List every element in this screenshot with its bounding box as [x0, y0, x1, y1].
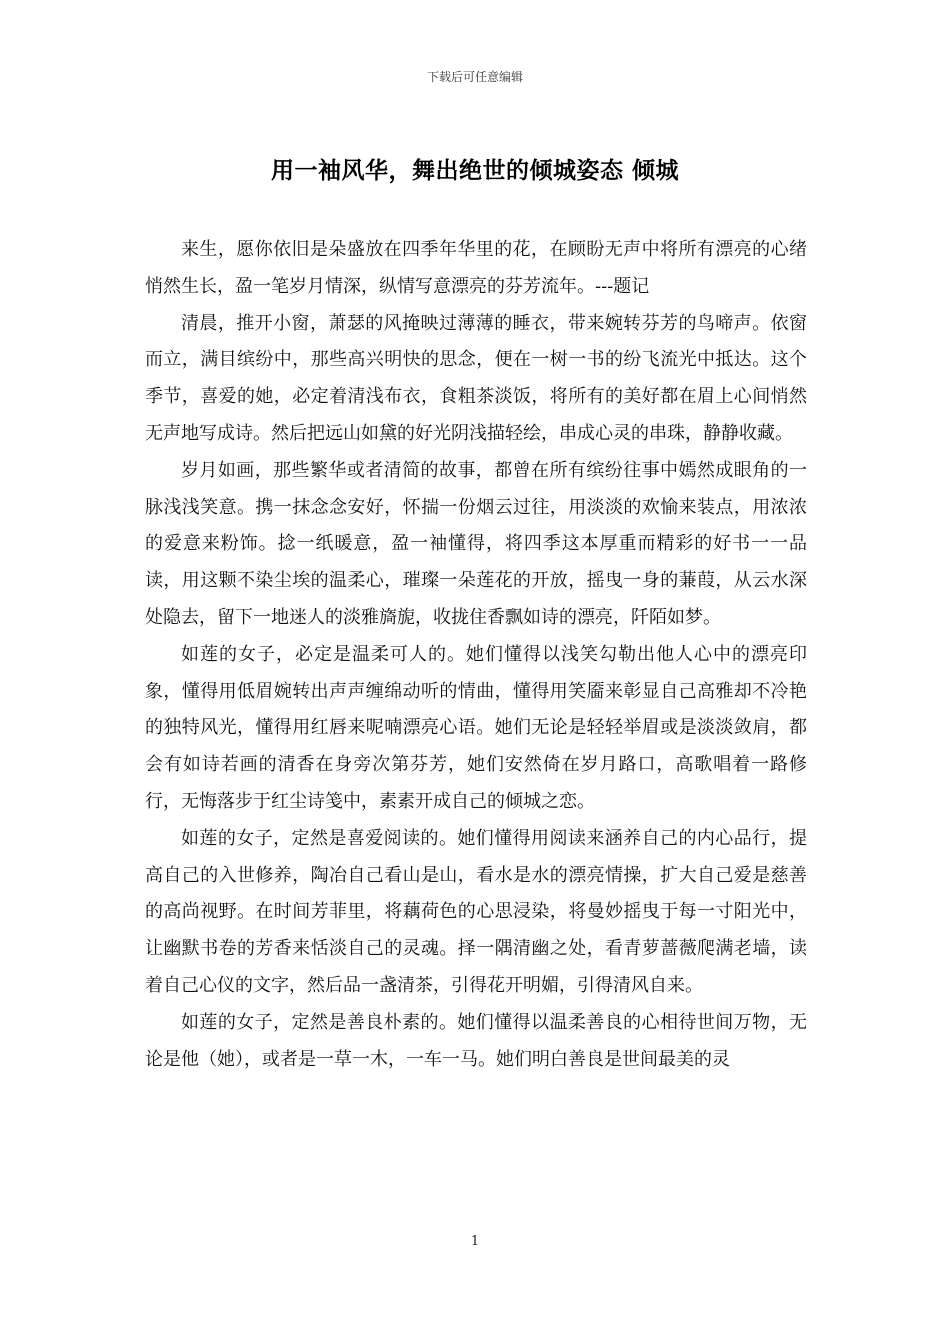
paragraph-gentle: 如莲的女子，必定是温柔可人的。她们懂得以浅笑勾勒出他人心中的漂亮印象，懂得用低眉婉转出声声缠绵动听的情曲，懂得用笑靥来彰显自己高雅却不冷艳的独特风光，懂得用红唇来呢喃漂亮心语。她们无论是轻轻举眉或是淡淡敛肩，都会有如诗若画的清香在身旁次第芬芳，她们安然倚在岁月路口，高歌唱着一路修行，无悔落步于红尘诗笺中，素素开成自己的倾城之恋。	[145, 643, 807, 812]
page-number: 1	[470, 1234, 480, 1249]
document-body	[145, 232, 807, 1078]
paragraph-kindness: 如莲的女子，定然是善良朴素的。她们懂得以温柔善良的心相待世间万物，无论是他（她），或者是一草一木，一车一马。她们明白善良是世间最美的灵	[145, 1011, 807, 1070]
paragraph-reading: 如莲的女子，定然是喜爱阅读的。她们懂得用阅读来涵养自己的内心品行，提高自己的入世修养，陶冶自己看山是山，看水是水的漂亮情操，扩大自己爱是慈善的高尚视野。在时间芳菲里，将藕荷色的心思浸染，将曼妙摇曳于每一寸阳光中，让幽默书卷的芳香来恬淡自己的灵魂。择一隅清幽之处，看青萝蔷薇爬满老墙，读着自己心仪的文字，然后品一盏清茶，引得花开明媚，引得清风自来。	[145, 827, 807, 996]
document-title: 用一袖风华，舞出绝世的倾城姿态 倾城	[270, 158, 679, 184]
paragraph-epigraph: 来生，愿你依旧是朵盛放在四季年华里的花，在顾盼无声中将所有漂亮的心绪悄然生长，盈一笔岁月情深，纵情写意漂亮的芬芳流年。---题记	[145, 239, 807, 297]
header-note: 下载后可任意编辑	[426, 70, 523, 84]
paragraph-years: 岁月如画，那些繁华或者清简的故事，都曾在所有缤纷往事中嫣然成眼角的一脉浅浅笑意。携一抹念念安好，怀揣一份烟云过往，用淡淡的欢愉来装点，用浓浓的爱意来粉饰。捻一纸暖意，盈一袖懂得，将四季这本厚重而精彩的好书一一品读，用这颗不染尘埃的温柔心，璀璨一朵莲花的开放，摇曳一身的蒹葭，从云水深处隐去，留下一地迷人的淡雅旖旎，收拢住香飘如诗的漂亮，阡陌如梦。	[145, 459, 807, 628]
paragraph-morning: 清晨，推开小窗，萧瑟的风掩映过薄薄的睡衣，带来婉转芬芳的鸟啼声。依窗而立，满目缤纷中，那些高兴明快的思念，便在一树一书的纷飞流光中抵达。这个季节，喜爱的她，必定着清浅布衣，食粗茶淡饭，将所有的美好都在眉上心间悄然无声地写成诗。然后把远山如黛的好光阴浅描轻绘，串成心灵的串珠，静静收藏。	[145, 312, 807, 444]
